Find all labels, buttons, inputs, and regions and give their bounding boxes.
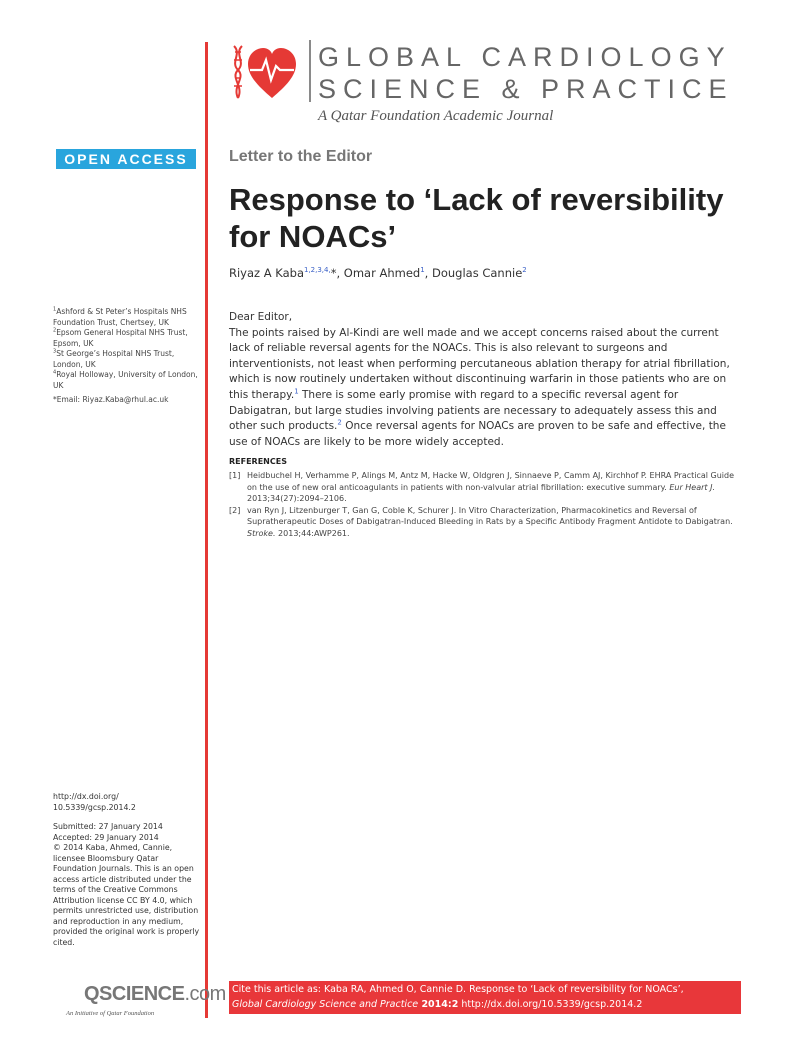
reference-item <box>229 505 743 540</box>
affiliation <box>53 370 203 391</box>
reference-tail: 2013;44:AWP261. <box>275 528 350 538</box>
reference-tail: 2013;34(27):2094–2106. <box>247 494 347 503</box>
body-text: There is some early promise with regard to a specific reversal agent for Dabigatran, but large studies involving patients are necessary to adequately assess this and other such products. <box>229 388 717 433</box>
author-list <box>229 266 527 280</box>
doi-line1: http://dx.doi.org/ <box>53 792 119 801</box>
affiliation-text: Royal Holloway, University of London, UK <box>53 370 198 390</box>
affiliation <box>53 328 203 349</box>
affiliation-number: 3 <box>53 348 57 355</box>
affiliation <box>53 349 203 370</box>
reference-text: van Ryn J, Litzenburger T, Gan G, Coble K, Schurer J. In Vitro Characterization, Pharmacokinetics and Reversal of Supratherapeutic Doses of Dabigatran-Induced Bleeding in Rats by a Specific Antibody Fragment Antidote to Dabigatran. <box>247 505 733 526</box>
submitted-date: Submitted: 27 January 2014 <box>53 822 163 831</box>
corresponding-star: * <box>330 266 337 280</box>
license-text: © 2014 Kaba, Ahmed, Cannie, licensee Bloomsbury Qatar Foundation Journals. This is an open access article distributed under the terms of the Creative Commons Attribution license CC BY 4.0, which permits unrestricted use, distribution and reproduction in any medium, provided the original work is properly cited. <box>53 843 200 947</box>
affiliation-number: 1 <box>53 306 57 313</box>
affiliations <box>53 307 203 406</box>
affiliation-text: Ashford & St Peter’s Hospitals NHS Foundation Trust, Chertsey, UK <box>53 307 187 327</box>
article-title: Response to ‘Lack of reversibility for NOACs’ <box>229 182 724 254</box>
body-text: Once reversal agents for NOACs are proven to be safe and effective, the use of NOACs are likely to be more widely accepted. <box>229 420 726 448</box>
references-heading: REFERENCES <box>229 457 287 466</box>
publisher-tagline: An Initiative of Qatar Foundation <box>66 1010 155 1017</box>
journal-tagline: A Qatar Foundation Academic Journal <box>318 108 554 124</box>
reference-number: [2] <box>229 505 241 515</box>
affiliation <box>53 307 203 328</box>
doi-line2: 10.5339/gcsp.2014.2 <box>53 802 136 812</box>
open-access-badge: OPEN ACCESS <box>56 149 196 169</box>
author-affiliation-sup[interactable]: 1,2,3,4, <box>304 266 331 275</box>
author-name: Douglas Cannie <box>431 266 523 280</box>
references-list <box>229 470 743 539</box>
letter-body <box>229 310 743 450</box>
reference-journal: Eur Heart J. <box>669 482 715 492</box>
affiliation-number: 4 <box>53 369 57 376</box>
citation-link[interactable]: 1 <box>294 387 299 396</box>
reference-number: [1] <box>229 471 241 480</box>
cite-volume: 2014:2 <box>418 999 459 1010</box>
affiliation-text: St George’s Hospital NHS Trust, London, UK <box>53 349 175 369</box>
cite-journal: Global Cardiology Science and Practice <box>232 999 419 1010</box>
author-affiliation-sup[interactable]: 1 <box>420 266 425 275</box>
citation-link[interactable]: 2 <box>337 418 342 427</box>
logo-suffix: .com <box>184 983 226 1005</box>
author-affiliation-sup[interactable]: 2 <box>522 266 527 275</box>
cite-lead: Cite this article as: Kaba RA, Ahmed O, Cannie D. Response to ‘Lack of reversibility for NOACs’, <box>232 984 684 995</box>
author-separator: , <box>424 266 432 280</box>
journal-heart-logo-icon <box>228 42 300 102</box>
logo-main: QSCIENCE <box>84 983 185 1005</box>
article-type: Letter to the Editor <box>229 148 373 165</box>
red-vertical-rule <box>205 42 208 1018</box>
author-name: Omar Ahmed <box>343 266 421 280</box>
corresponding-email[interactable]: *Email: Riyaz.Kaba@rhul.ac.uk <box>53 395 169 404</box>
cite-doi-link[interactable]: http://dx.doi.org/10.5339/gcsp.2014.2 <box>458 999 643 1010</box>
affiliation-number: 2 <box>53 327 57 334</box>
qscience-logo[interactable] <box>84 983 226 1006</box>
salutation: Dear Editor, <box>229 311 293 323</box>
reference-journal: Stroke. <box>247 528 276 538</box>
body-paragraph <box>229 326 743 451</box>
journal-title-line2: SCIENCE & PRACTICE <box>318 74 734 104</box>
affiliation-text: Epsom General Hospital NHS Trust, Epsom, UK <box>53 328 188 348</box>
doi-link[interactable] <box>53 792 203 813</box>
accepted-date: Accepted: 29 January 2014 <box>53 832 159 842</box>
reference-text: Heidbuchel H, Verhamme P, Alings M, Antz M, Hacke W, Oldgren J, Sinnaeve P, Camm AJ, Kirchhof P. EHRA Practical Guide on the use of new oral anticoagulants in patients with non-valvular atrial fibrillation: executive summary. <box>247 471 735 492</box>
cite-this-article <box>229 981 741 1014</box>
body-text: The points raised by Al-Kindi are well made and we accept concerns raised about the current lack of reliable reversal agents for the NOACs. This is also relevant to surgeons and interventionists, not least when performing percutaneous ablation therapy for atrial fibrillation, which is now routinely undertaken without discontinuing warfarin in those patients who are on this therapy. <box>229 326 730 401</box>
article-meta <box>53 822 203 948</box>
author-separator: , <box>336 266 344 280</box>
author-name: Riyaz A Kaba <box>229 266 304 280</box>
reference-item <box>229 470 743 505</box>
journal-title-line1: GLOBAL CARDIOLOGY <box>318 42 732 72</box>
header-divider <box>309 40 311 102</box>
